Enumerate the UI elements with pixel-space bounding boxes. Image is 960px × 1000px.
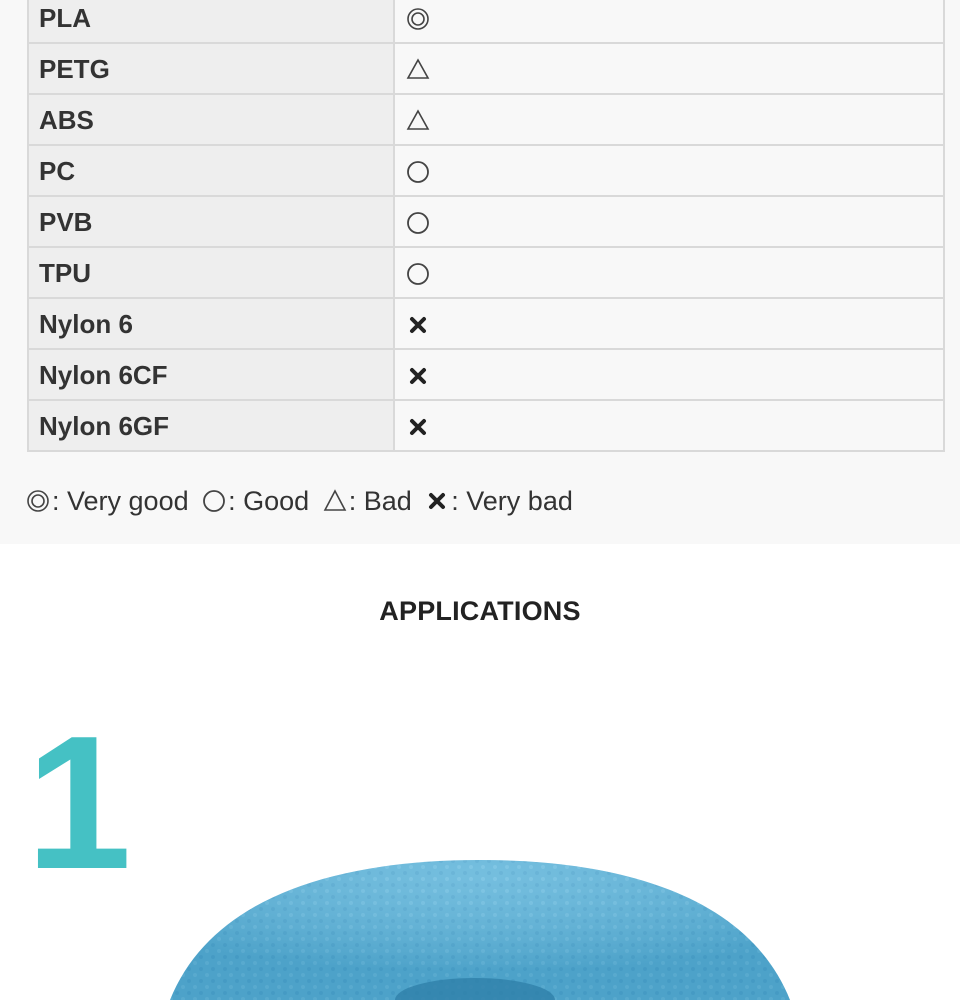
table-row <box>28 196 944 247</box>
cross-icon <box>425 489 449 513</box>
table-row <box>28 0 944 43</box>
material-name: Nylon 6 <box>28 298 394 349</box>
legend-label: : Bad <box>348 486 412 516</box>
table-row <box>28 247 944 298</box>
double-circle-icon <box>26 489 50 513</box>
cross-icon <box>405 414 431 440</box>
rating-cell <box>394 400 944 451</box>
circle-icon <box>202 489 226 513</box>
rating-cell <box>394 196 944 247</box>
rating-cell <box>394 247 944 298</box>
applications-heading: APPLICATIONS <box>379 596 581 626</box>
triangle-icon <box>323 489 347 513</box>
rating-cell <box>394 43 944 94</box>
material-name: PETG <box>28 43 394 94</box>
cross-icon <box>405 363 431 389</box>
table-row <box>28 349 944 400</box>
circle-icon <box>405 261 431 287</box>
rating-legend <box>26 484 579 518</box>
circle-icon <box>405 210 431 236</box>
rating-cell <box>394 94 944 145</box>
legend-label: : Good <box>228 486 310 516</box>
table-row <box>28 145 944 196</box>
table-row <box>28 298 944 349</box>
rating-cell <box>394 349 944 400</box>
compatibility-table <box>27 0 945 452</box>
material-name: TPU <box>28 247 394 298</box>
material-name: PC <box>28 145 394 196</box>
material-name: PLA <box>28 0 394 43</box>
double-circle-icon <box>405 6 431 32</box>
legend-good <box>202 486 309 516</box>
table-row <box>28 43 944 94</box>
triangle-icon <box>405 108 431 134</box>
legend-bad <box>323 486 412 516</box>
material-name: ABS <box>28 94 394 145</box>
step-number-text: 1 <box>26 697 132 909</box>
material-name: PVB <box>28 196 394 247</box>
legend-very-good <box>26 486 189 516</box>
circle-icon <box>405 159 431 185</box>
rating-cell <box>394 298 944 349</box>
cross-icon <box>405 312 431 338</box>
triangle-icon <box>405 57 431 83</box>
rating-cell <box>394 0 944 43</box>
material-name: Nylon 6GF <box>28 400 394 451</box>
rating-cell <box>394 145 944 196</box>
product-image <box>0 840 960 1000</box>
legend-very-bad <box>425 486 573 516</box>
table-row <box>28 94 944 145</box>
legend-label: : Very good <box>52 486 189 516</box>
table-row <box>28 400 944 451</box>
legend-label: : Very bad <box>451 486 573 516</box>
material-name: Nylon 6CF <box>28 349 394 400</box>
